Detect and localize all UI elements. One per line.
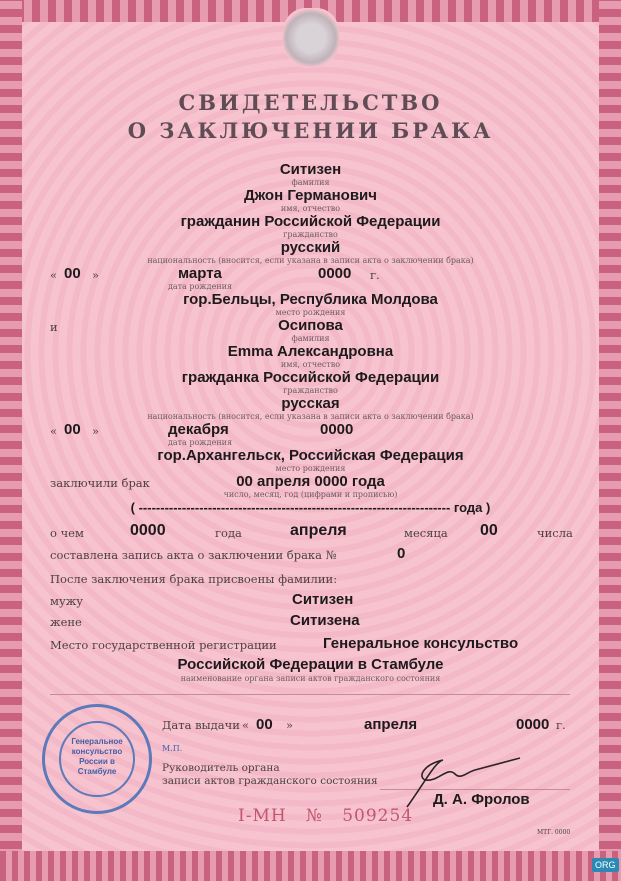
issue-date-label: Дата выдачи [162,718,240,732]
wife-surname: Ситизена [290,612,360,629]
and-text: и [50,320,58,334]
bride-surname: Осипова [278,317,343,334]
label-name: имя, отчество [280,360,341,369]
quote: « [50,424,58,438]
bride-name-field [0,344,621,370]
label-name: имя, отчество [280,204,341,213]
watermark-badge: ORG [592,858,619,872]
groom-surname-field [0,162,621,188]
head-label-2: записи актов гражданского состояния [162,775,378,787]
ornamental-border-bottom [0,851,621,881]
bride-name: Emma Александровна [227,343,394,360]
groom-birth-date-field [0,266,621,292]
head-label-1: Руководитель органа [162,762,280,774]
label-surname: фамилия [291,178,330,187]
label-birth-date: дата рождения [167,438,233,447]
title-line2: О ЗАКЛЮЧЕНИИ БРАКА [127,118,494,143]
groom-surname: Ситизен [279,161,342,178]
bride-nationality-field [0,396,621,422]
record-month: апреля [290,522,347,539]
record-year: 0000 [130,522,166,539]
groom-citizenship: гражданин Российской Федерации [180,213,441,230]
label-birth-date: дата рождения [167,282,233,291]
bride-citizenship: гражданка Российской Федерации [181,369,440,386]
groom-nationality: русский [280,239,341,256]
marriage-date-words: ( ------------------------------------------------------------------------ года ) [130,500,491,515]
record-number: 0 [397,545,406,562]
bride-citizenship-field [0,370,621,396]
label-birth-place: место рождения [275,464,346,473]
groom-birth-place-field [0,292,621,318]
record-text: составлена запись акта о заключении брака № [50,548,337,562]
issue-month: апреля [364,716,418,733]
reg-place-1: Генеральное консульство [323,635,519,652]
marriage-date-field [0,474,621,500]
print-code: МТГ. 0000 [537,829,571,836]
certificate-fields [0,162,621,518]
quote: « [242,718,250,732]
groom-birth-place: гор.Бельцы, Республика Молдова [183,291,438,308]
label-citizenship: гражданство [283,386,338,395]
bride-birth-date-field [0,422,621,448]
label-birth-place: место рождения [275,308,346,317]
signatory-name: Д. А. Фролов [433,791,530,808]
label-registry-org: наименование органа записи актов гражданского состояния [180,674,441,683]
groom-birth-day: 00 [64,265,81,282]
wife-label: жене [50,615,82,629]
serial-number [238,806,413,826]
husband-label: мужу [50,594,84,608]
serial-series: I-МН [238,806,287,826]
year-word: года [215,526,242,540]
about-text: о чем [50,526,84,540]
title-line1: СВИДЕТЕЛЬСТВО [178,90,443,115]
marriage-date: 00 апреля 0000 года [236,473,385,490]
quote: » [286,718,294,732]
label-nationality: национальность (вносится, если указана в записи акта о заключении брака) [147,256,474,265]
seal-text: Генеральное консульство России в Стамбуле [71,737,123,776]
quote: » [92,268,100,282]
issue-year: 0000 [516,716,550,733]
married-text: заключили брак [50,476,150,490]
groom-name-field [0,188,621,214]
year-abbr: г. [370,268,380,282]
label-citizenship: гражданство [283,230,338,239]
number-sign: № [305,806,324,826]
quote: » [92,424,100,438]
after-text: После заключения брака присвоены фамилии: [50,572,338,586]
quote: « [50,268,58,282]
bride-birth-place: гор.Архангельск, Российская Федерация [157,447,464,464]
marriage-date-words-field [0,500,621,518]
bride-birth-year: 0000 [320,421,354,438]
issue-day: 00 [256,716,273,733]
coat-of-arms-icon [283,8,339,68]
bride-surname-field [0,318,621,344]
label-surname: фамилия [291,334,330,343]
label-nationality: национальность (вносится, если указана в записи акта о заключении брака) [147,412,474,421]
serial-digits: 509254 [342,806,414,826]
groom-nationality-field [0,240,621,266]
groom-name: Джон Германович [243,187,377,204]
bride-birth-place-field [0,448,621,474]
groom-citizenship-field [0,214,621,240]
bride-birth-month: декабря [168,421,229,438]
month-word: месяца [404,526,448,540]
day-word: числа [537,526,573,540]
bride-nationality: русская [281,395,340,412]
divider [50,694,570,695]
label-date-words: число, месяц, год (цифрами и прописью) [223,490,398,499]
official-seal [42,704,152,814]
bride-birth-day: 00 [64,421,81,438]
groom-birth-year: 0000 [318,265,352,282]
reg-place-2: Российской Федерации в Стамбуле [177,656,444,673]
year-abbr: г. [556,718,566,732]
reg-place-label: Место государственной регистрации [50,638,277,652]
husband-surname: Ситизен [292,591,354,608]
record-day: 00 [480,522,498,539]
mp-label: М.П. [162,744,183,753]
groom-birth-month: марта [178,265,222,282]
